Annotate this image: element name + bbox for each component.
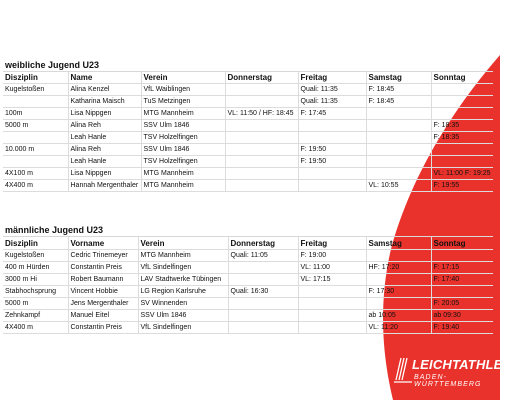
table-cell: Leah Hanle <box>68 156 141 168</box>
table-row <box>3 298 493 310</box>
table-cell <box>298 310 366 322</box>
table-cell: HF: 17:20 <box>366 262 431 274</box>
table-cell: ab 10:05 <box>366 310 431 322</box>
table-cell <box>225 156 298 168</box>
table-cell: Leah Hanle <box>68 132 141 144</box>
table-cell: Vincent Hobbie <box>68 286 138 298</box>
table-cell <box>3 132 68 144</box>
table-cell: 400 m Hürden <box>3 262 68 274</box>
table-cell: VfL Sindelfingen <box>138 322 228 334</box>
table-cell <box>431 84 493 96</box>
table-row <box>3 108 493 120</box>
table-cell <box>228 310 298 322</box>
table-cell: F: 18:35 <box>431 132 493 144</box>
table-cell <box>228 298 298 310</box>
table-cell: F: 17:40 <box>431 274 493 286</box>
table-cell: Quali: 11:05 <box>228 250 298 262</box>
section-title-maennliche-jugend: männliche Jugend U23 <box>3 225 493 237</box>
table-cell: TuS Metzingen <box>141 96 225 108</box>
table-cell <box>298 120 366 132</box>
table-cell <box>225 120 298 132</box>
table-cell: VL: 11:00 <box>298 262 366 274</box>
table-cell: F: 18:45 <box>366 84 431 96</box>
table-cell: Lisa Nippgen <box>68 108 141 120</box>
table-cell: VL: 10:55 <box>366 180 431 192</box>
logo-name: LEICHTATHLETIK <box>412 357 524 372</box>
table-cell: Alina Kenzel <box>68 84 141 96</box>
table-row <box>3 120 493 132</box>
table-cell <box>431 156 493 168</box>
table-cell <box>225 180 298 192</box>
table-cell: TSV Holzelfingen <box>141 132 225 144</box>
table-cell: F: 19:40 <box>431 322 493 334</box>
table-cell: Quali: 16:30 <box>228 286 298 298</box>
table-cell: 5000 m <box>3 298 68 310</box>
schedule-table-weibliche <box>3 72 493 192</box>
table-cell: VL: 17:15 <box>298 274 366 286</box>
column-header: Verein <box>138 237 228 250</box>
column-header: Donnerstag <box>225 72 298 84</box>
table-cell <box>298 168 366 180</box>
table-header-row <box>3 72 493 84</box>
logo-subtitle: BADEN-WÜRTTEMBERG <box>414 374 482 388</box>
logo-stripes-icon <box>392 356 414 384</box>
column-header: Donnerstag <box>228 237 298 250</box>
table-cell: Jens Mergenthaler <box>68 298 138 310</box>
table-cell: VfL Waiblingen <box>141 84 225 96</box>
column-header: Freitag <box>298 72 366 84</box>
table-cell <box>366 168 431 180</box>
column-header: Sonntag <box>431 72 493 84</box>
table-cell <box>3 156 68 168</box>
table-cell <box>366 144 431 156</box>
table-cell <box>431 96 493 108</box>
table-cell: Kugelstoßen <box>3 84 68 96</box>
section-title-weibliche-jugend: weibliche Jugend U23 <box>3 60 493 72</box>
table-cell: F: 17:30 <box>366 286 431 298</box>
table-cell <box>298 286 366 298</box>
table-cell: F: 20:05 <box>431 298 493 310</box>
table-cell: SSV Ulm 1846 <box>141 120 225 132</box>
table-cell <box>366 156 431 168</box>
table-cell: Quali: 11:35 <box>298 96 366 108</box>
table-cell <box>3 96 68 108</box>
column-header: Disziplin <box>3 237 68 250</box>
table-cell: 3000 m Hi <box>3 274 68 286</box>
column-header: Disziplin <box>3 72 68 84</box>
table-cell <box>366 132 431 144</box>
table-row <box>3 168 493 180</box>
table-cell: VL: 11:20 <box>366 322 431 334</box>
table-cell: VL: 11:00 F: 19:25 <box>431 168 493 180</box>
table-cell <box>225 144 298 156</box>
table-row <box>3 322 493 334</box>
table-cell: Alina Reh <box>68 144 141 156</box>
table-cell: Kugelstoßen <box>3 250 68 262</box>
table-cell: F: 19:50 <box>298 156 366 168</box>
table-cell <box>431 108 493 120</box>
table-cell: MTG Mannheim <box>141 180 225 192</box>
table-cell <box>298 322 366 334</box>
table-row <box>3 250 493 262</box>
table-cell: LG Region Karlsruhe <box>138 286 228 298</box>
column-header: Sonntag <box>431 237 493 250</box>
table-cell <box>366 298 431 310</box>
table-cell: ab 09:30 <box>431 310 493 322</box>
table-cell <box>298 132 366 144</box>
table-cell <box>225 84 298 96</box>
table-cell: Quali: 11:35 <box>298 84 366 96</box>
table-cell: SV Winnenden <box>138 298 228 310</box>
table-cell: Stabhochsprung <box>3 286 68 298</box>
table-weibliche-jugend <box>3 60 493 192</box>
table-cell: SSV Ulm 1846 <box>138 310 228 322</box>
table-cell <box>228 322 298 334</box>
table-cell <box>225 132 298 144</box>
table-header-row <box>3 237 493 250</box>
table-cell: MTG Mannheim <box>141 168 225 180</box>
table-cell: VL: 11:50 / HF: 18:45 <box>225 108 298 120</box>
table-cell <box>366 120 431 132</box>
table-cell <box>431 286 493 298</box>
table-row <box>3 180 493 192</box>
table-row <box>3 84 493 96</box>
column-header: Samstag <box>366 72 431 84</box>
table-cell: VfL Sindelfingen <box>138 262 228 274</box>
table-cell: 4X400 m <box>3 180 68 192</box>
table-cell: Lisa Nippgen <box>68 168 141 180</box>
table-row <box>3 274 493 286</box>
table-cell: F: 19:50 <box>298 144 366 156</box>
leichtathletik-bw-logo <box>392 355 524 389</box>
table-cell: Robert Baumann <box>68 274 138 286</box>
table-cell <box>431 250 493 262</box>
table-row <box>3 156 493 168</box>
table-cell: 5000 m <box>3 120 68 132</box>
schedule-table-maennliche <box>3 237 493 334</box>
table-cell: 4X400 m <box>3 322 68 334</box>
table-row <box>3 286 493 298</box>
table-cell <box>366 274 431 286</box>
table-cell: F: 17:45 <box>298 108 366 120</box>
table-cell: F: 18:35 <box>431 120 493 132</box>
column-header: Freitag <box>298 237 366 250</box>
table-cell: 100m <box>3 108 68 120</box>
table-cell <box>298 298 366 310</box>
table-cell: F: 17:15 <box>431 262 493 274</box>
table-cell: Zehnkampf <box>3 310 68 322</box>
table-cell: Alina Reh <box>68 120 141 132</box>
table-cell: F: 19:00 <box>298 250 366 262</box>
table-row <box>3 262 493 274</box>
table-maennliche-jugend <box>3 225 493 334</box>
table-cell <box>225 168 298 180</box>
table-cell: Hannah Mergenthaler <box>68 180 141 192</box>
table-cell <box>228 262 298 274</box>
table-cell: Katharina Maisch <box>68 96 141 108</box>
table-row <box>3 132 493 144</box>
table-cell <box>225 96 298 108</box>
column-header: Vorname <box>68 237 138 250</box>
table-cell <box>228 274 298 286</box>
table-cell: Constantin Preis <box>68 322 138 334</box>
table-cell: Manuel Eitel <box>68 310 138 322</box>
table-cell: 10.000 m <box>3 144 68 156</box>
table-cell: Constantin Preis <box>68 262 138 274</box>
table-row <box>3 144 493 156</box>
table-cell: SSV Ulm 1846 <box>141 144 225 156</box>
table-cell: F: 19:55 <box>431 180 493 192</box>
table-cell <box>298 180 366 192</box>
column-header: Name <box>68 72 141 84</box>
table-cell <box>366 108 431 120</box>
table-cell: Cedric Trinemeyer <box>68 250 138 262</box>
table-cell: TSV Holzelfingen <box>141 156 225 168</box>
table-row <box>3 310 493 322</box>
table-cell: MTG Mannheim <box>138 250 228 262</box>
table-cell: F: 18:45 <box>366 96 431 108</box>
table-cell <box>366 250 431 262</box>
table-cell: LAV Stadtwerke Tübingen <box>138 274 228 286</box>
table-row <box>3 96 493 108</box>
table-cell: 4X100 m <box>3 168 68 180</box>
column-header: Samstag <box>366 237 431 250</box>
column-header: Verein <box>141 72 225 84</box>
table-cell <box>431 144 493 156</box>
table-cell: MTG Mannheim <box>141 108 225 120</box>
